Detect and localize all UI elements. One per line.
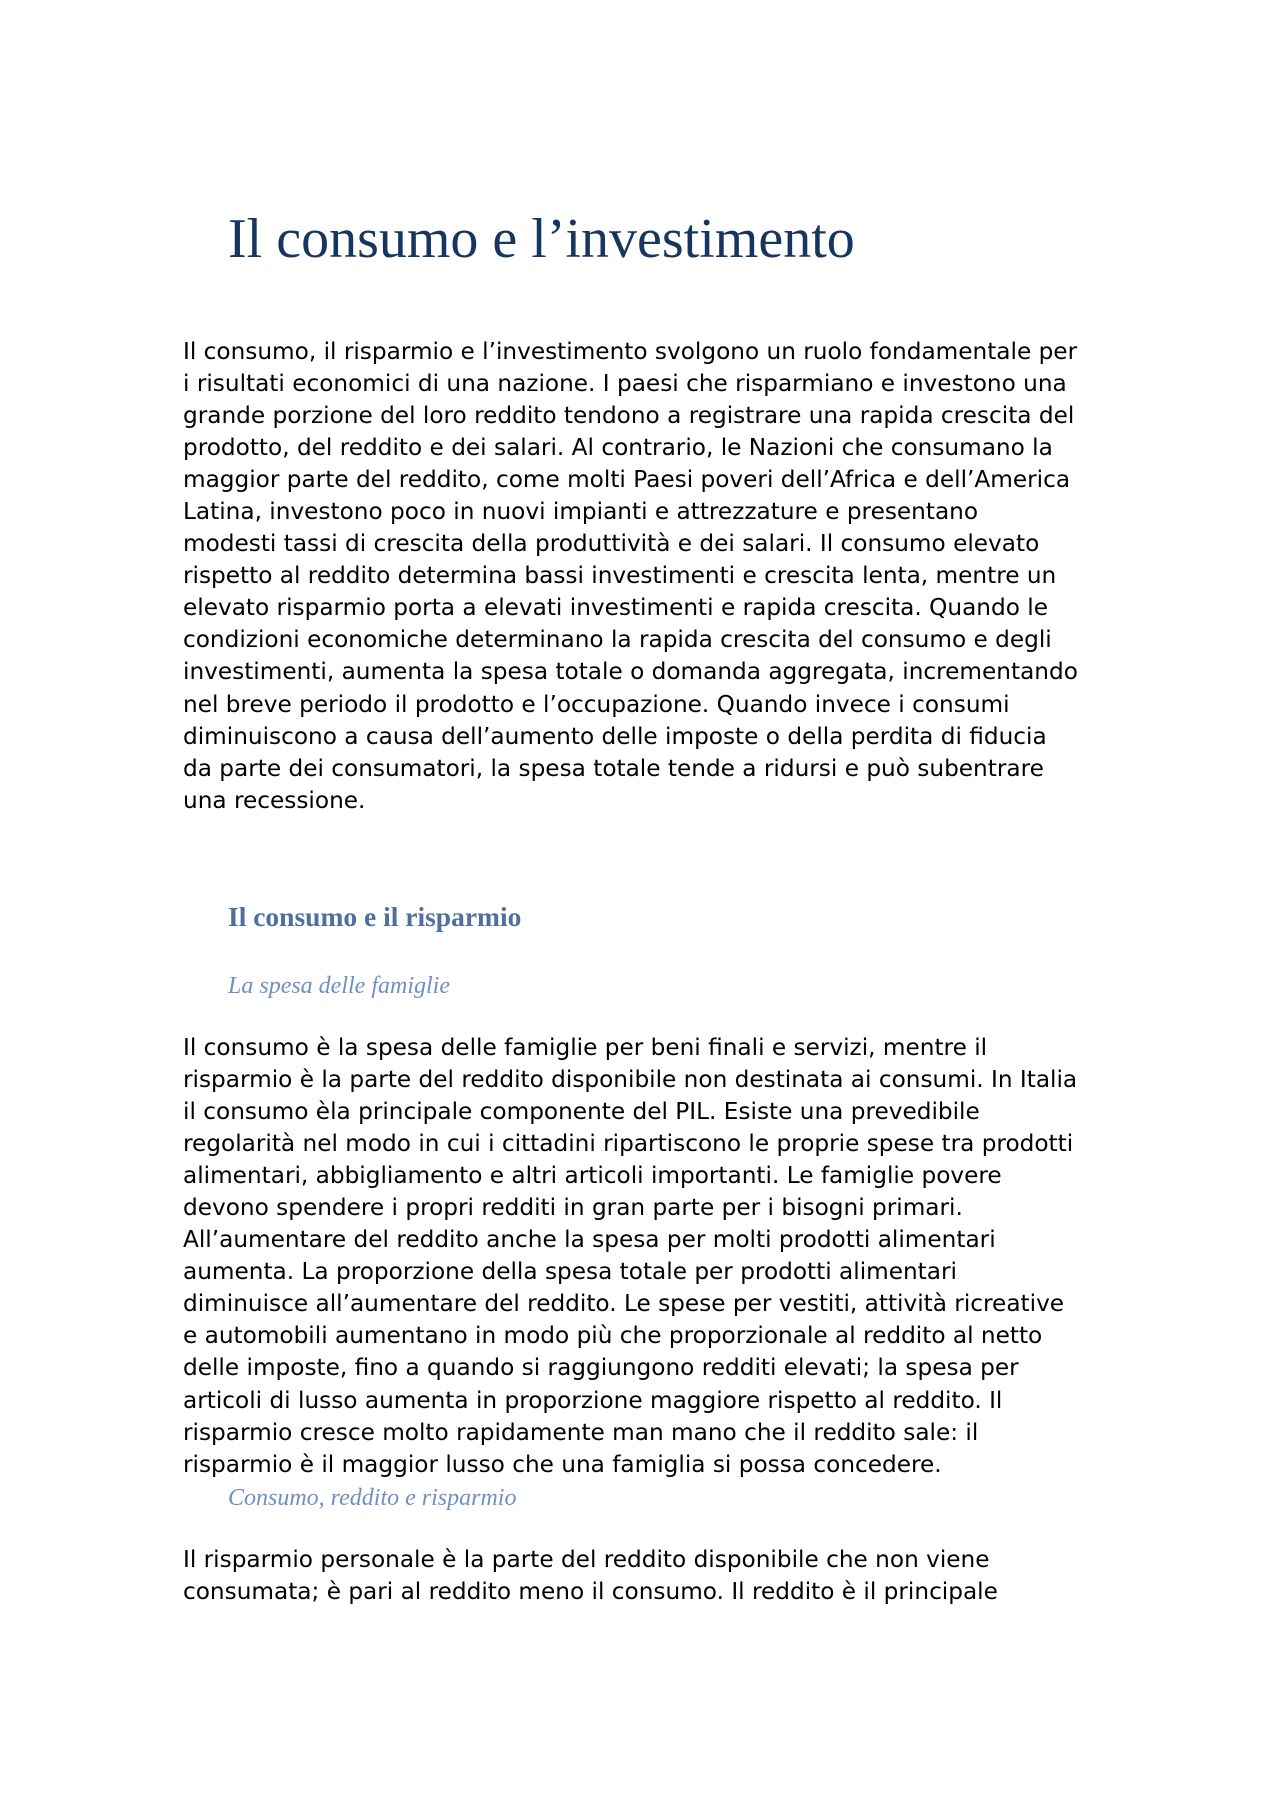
section-heading: Il consumo e il risparmio <box>228 901 522 932</box>
text-line: una recessione. <box>183 786 366 814</box>
subsection-heading-consumo-reddito-risparmio: Consumo, reddito e risparmio <box>228 1485 517 1511</box>
text-line: rispetto al reddito determina bassi investimenti e crescita lenta, mentre un <box>183 562 1057 590</box>
text-line: alimentari, abbigliamento e altri articoli importanti. Le famiglie povere <box>183 1162 1002 1190</box>
text-line: da parte dei consumatori, la spesa totale tende a ridursi e può subentrare <box>183 754 1044 782</box>
subsection-heading-spesa-famiglie: La spesa delle famiglie <box>228 973 450 999</box>
document-title: Il consumo e l’investimento <box>228 208 855 270</box>
text-line: risparmio cresce molto rapidamente man mano che il reddito sale: il <box>183 1418 979 1446</box>
text-line: risparmio è la parte del reddito disponibile non destinata ai consumi. In Italia <box>183 1066 1078 1094</box>
text-line: All’aumentare del reddito anche la spesa per molti prodotti alimentari <box>183 1226 996 1254</box>
text-line: regolarità nel modo in cui i cittadini ripartiscono le proprie spese tra prodotti <box>183 1130 1074 1158</box>
text-line: articoli di lusso aumenta in proporzione maggiore rispetto al reddito. Il <box>183 1386 1003 1414</box>
text-line: Il consumo, il risparmio e l’investimento svolgono un ruolo fondamentale per <box>183 338 1078 365</box>
text-line: consumata; è pari al reddito meno il consumo. Il reddito è il principale <box>183 1578 998 1606</box>
text-line: prodotto, del reddito e dei salari. Al contrario, le Nazioni che consumano la <box>183 434 1053 462</box>
text-line: delle imposte, fino a quando si raggiungono redditi elevati; la spesa per <box>183 1354 1019 1382</box>
text-line: il consumo èla principale componente del PIL. Esiste una prevedibile <box>183 1098 980 1126</box>
text-line: grande porzione del loro reddito tendono a registrare una rapida crescita del <box>183 402 1075 430</box>
text-line: e automobili aumentano in modo più che proporzionale al reddito al netto <box>183 1322 1043 1350</box>
text-line: i risultati economici di una nazione. I paesi che risparmiano e investono una <box>183 370 1067 398</box>
text-line: condizioni economiche determinano la rapida crescita del consumo e degli <box>183 626 1052 654</box>
text-line: modesti tassi di crescita della produttività e dei salari. Il consumo elevato <box>183 530 1040 558</box>
text-line: investimenti, aumenta la spesa totale o domanda aggregata, incrementando <box>183 658 1078 686</box>
text-line: elevato risparmio porta a elevati investimenti e rapida crescita. Quando le <box>183 594 1048 622</box>
text-line: Il risparmio personale è la parte del reddito disponibile che non viene <box>183 1546 990 1573</box>
text-line: maggior parte del reddito, come molti Paesi poveri dell’Africa e dell’America <box>183 466 1071 494</box>
text-line: nel breve periodo il prodotto e l’occupazione. Quando invece i consumi <box>183 690 1010 718</box>
text-line: aumenta. La proporzione della spesa totale per prodotti alimentari <box>183 1258 957 1286</box>
text-line: Latina, investono poco in nuovi impianti e attrezzature e presentano <box>183 498 979 526</box>
text-line: Il consumo è la spesa delle famiglie per beni finali e servizi, mentre il <box>183 1034 988 1061</box>
text-line: risparmio è il maggior lusso che una famiglia si possa concedere. <box>183 1450 942 1478</box>
body-paragraph-spesa-famiglie <box>183 1032 1103 1481</box>
text-line: diminuisce all’aumentare del reddito. Le spese per vestiti, attività ricreative <box>183 1290 1065 1318</box>
intro-paragraph <box>183 336 1103 817</box>
text-line: diminuiscono a causa dell’aumento delle imposte o della perdita di fiducia <box>183 722 1047 750</box>
text-line: devono spendere i propri redditi in gran parte per i bisogni primari. <box>183 1194 963 1222</box>
body-paragraph-consumo-reddito <box>183 1544 1103 1608</box>
